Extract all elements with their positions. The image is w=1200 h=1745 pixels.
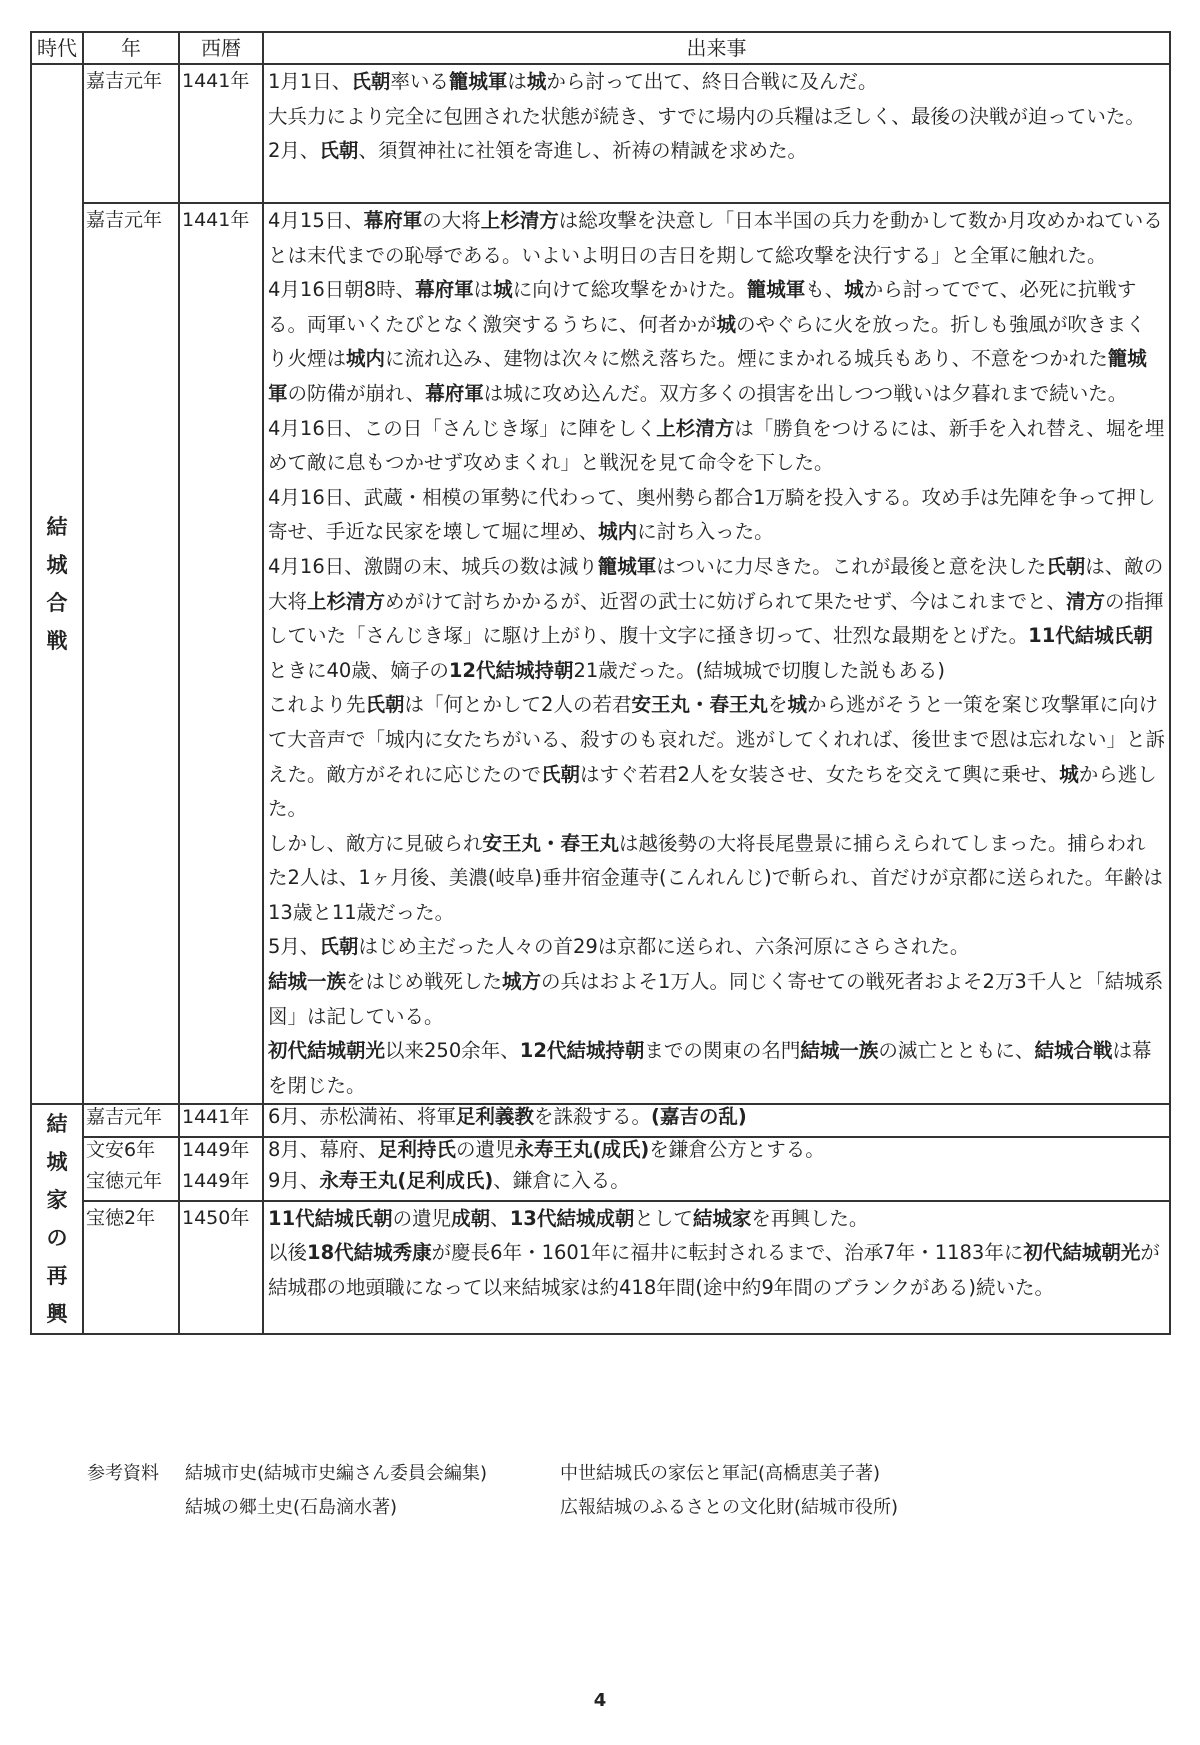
event-paragraph bbox=[268, 688, 1165, 826]
event-text-bold: 城 bbox=[844, 278, 864, 302]
event-text: 以後 bbox=[268, 1241, 308, 1265]
event-text-bold: 12代結城持朝 bbox=[448, 658, 574, 682]
event-text: が結城郡の地頭職になって以来結城家は約418年間(途中約9年間のブランクがある)続いた。 bbox=[268, 1241, 1160, 1299]
event-text-bold: 成朝 bbox=[451, 1206, 491, 1230]
references bbox=[87, 1457, 987, 1525]
event-text-bold: 氏朝 bbox=[351, 70, 391, 93]
header-events: 出来事 bbox=[263, 32, 1170, 64]
event-paragraph bbox=[268, 1169, 1165, 1193]
year-cell: 嘉吉元年 bbox=[83, 1104, 179, 1137]
event-text: から逃がそうと一策を案じ攻撃軍に向けて大音声で「城内に女たちがいる、殺すのも哀れだ。逃がしてくれれば、後世まで恩は忘れない」と訴えた。敵方がそれに応じたので bbox=[268, 693, 1166, 786]
era-char: 戦 bbox=[46, 629, 68, 654]
year-cell: 嘉吉元年 bbox=[83, 203, 179, 1104]
event-text-bold: 13代結城成朝 bbox=[509, 1206, 635, 1230]
event-text: 6月、赤松満祐、将軍 bbox=[268, 1105, 456, 1129]
event-text: は bbox=[473, 278, 494, 302]
event-text-bold: 初代結城朝光 bbox=[1023, 1241, 1141, 1265]
event-text-bold: 11代結城氏朝 bbox=[1028, 624, 1153, 648]
event-text: の兵はおよそ1万人。同じく寄せての戦死者およそ2万3千人と「結城系図」は記している。 bbox=[268, 970, 1164, 1028]
event-text-bold: 幕府軍 bbox=[425, 381, 484, 405]
event-text: は総攻撃を決意し「日本半国の兵力を動かして数か月攻めかねているとは末代までの恥辱である。いよいよ明日の吉日を期して総攻撃を決行する」と全軍に触れた。 bbox=[268, 209, 1163, 267]
event-paragraph bbox=[268, 1034, 1165, 1103]
ad-cell: 1441年 bbox=[179, 64, 263, 203]
chronology-table bbox=[30, 31, 1171, 1335]
ad-cell: 1441年 bbox=[179, 1104, 263, 1137]
event-text-bold: 氏朝 bbox=[365, 693, 405, 717]
event-text: の大将 bbox=[422, 209, 481, 232]
event-cell bbox=[263, 1137, 1170, 1169]
event-paragraph bbox=[268, 550, 1165, 688]
event-text-bold: (嘉吉の乱) bbox=[650, 1105, 747, 1129]
table-row bbox=[31, 1201, 1170, 1335]
event-text-bold: 初代結城朝光 bbox=[268, 1039, 386, 1063]
event-text: 率いる bbox=[390, 70, 449, 93]
event-text-bold: 氏朝 bbox=[319, 139, 359, 163]
event-text: が慶長6年・1601年に福井に転封されるまで、治承7年・1183年に bbox=[431, 1241, 1024, 1265]
event-text-bold: 籠城軍 bbox=[597, 554, 657, 578]
event-text-bold: 城 bbox=[787, 693, 807, 717]
event-text-bold: 清方 bbox=[1065, 589, 1105, 613]
event-text-bold: 城内 bbox=[598, 520, 638, 544]
event-cell bbox=[263, 1169, 1170, 1201]
event-paragraph bbox=[268, 204, 1165, 273]
event-text-bold: 城 bbox=[716, 312, 737, 336]
event-text: を bbox=[767, 693, 788, 717]
era-char: 興 bbox=[46, 1302, 68, 1327]
table-row bbox=[31, 1137, 1170, 1169]
ad-cell: 1449年 bbox=[179, 1169, 263, 1201]
event-text-bold: 結城一族 bbox=[800, 1039, 879, 1063]
event-text: は「何とかして2人の若君 bbox=[404, 693, 632, 717]
reference-item: 広報結城のふるさとの文化財(結城市役所) bbox=[560, 1497, 899, 1518]
event-text: から討って出て、終日合戦に及んだ。 bbox=[546, 70, 878, 93]
event-text-bold: 籠城軍 bbox=[448, 70, 508, 93]
ad-cell: 1450年 bbox=[179, 1201, 263, 1335]
year-cell: 嘉吉元年 bbox=[83, 64, 179, 203]
table-row bbox=[31, 1104, 1170, 1137]
references-label: 参考資料 bbox=[87, 1463, 159, 1484]
event-text-bold: 城方 bbox=[502, 970, 542, 994]
event-paragraph bbox=[268, 65, 1165, 100]
event-text-bold: 氏朝 bbox=[541, 762, 581, 786]
event-text-bold: 氏朝 bbox=[319, 935, 359, 959]
event-text: 4月16日朝8時、 bbox=[268, 278, 416, 302]
era-char: の bbox=[46, 1226, 68, 1251]
era-char: 城 bbox=[46, 553, 68, 578]
event-text-bold: 足利義教 bbox=[455, 1105, 534, 1129]
event-paragraph bbox=[268, 481, 1165, 550]
event-text-bold: 永寿王丸(成氏) bbox=[514, 1138, 650, 1162]
event-text: を再興した。 bbox=[751, 1206, 869, 1230]
era-char: 結 bbox=[46, 1112, 68, 1137]
event-paragraph bbox=[268, 1202, 1165, 1237]
event-text: 5月、 bbox=[268, 935, 320, 959]
event-text: に流れ込み、建物は次々に燃え落ちた。煙にまかれる城兵もあり、不意をつかれた bbox=[385, 347, 1108, 371]
event-text: はじめ主だった人々の首29は京都に送られ、六条河原にさらされた。 bbox=[358, 935, 970, 959]
event-text: 1月1日、 bbox=[268, 70, 352, 93]
event-text: は城に攻め込んだ。双方多くの損害を出しつつ戦いは夕暮れまで続いた。 bbox=[483, 381, 1128, 405]
event-paragraph bbox=[268, 930, 1165, 965]
event-text: 、鎌倉に入る。 bbox=[493, 1168, 630, 1192]
event-text-bold: 11代結城氏朝 bbox=[268, 1206, 393, 1230]
event-text: は幕を閉じた。 bbox=[268, 1039, 1152, 1097]
event-text: の防備が崩れ、 bbox=[287, 381, 426, 405]
event-text-bold: 城 bbox=[1059, 762, 1079, 786]
event-text-bold: 幕府軍 bbox=[363, 209, 423, 232]
event-text: 4月16日、この日「さんじき塚」に陣をしく bbox=[268, 416, 657, 440]
event-text-bold: 結城合戦 bbox=[1034, 1039, 1113, 1063]
event-text: を鎌倉公方とする。 bbox=[649, 1138, 825, 1162]
era-char: 家 bbox=[46, 1188, 68, 1213]
event-text: の滅亡とともに、 bbox=[878, 1039, 1035, 1063]
era-char: 再 bbox=[46, 1264, 68, 1289]
event-text-bold: 籠城軍 bbox=[268, 347, 1147, 405]
event-text: のやぐらに火を放った。折しも強風が吹きまくり火煙は bbox=[268, 312, 1146, 371]
event-paragraph bbox=[268, 273, 1165, 411]
reference-item: 結城市史(結城市史編さん委員会編集) bbox=[185, 1463, 488, 1484]
event-text-bold: 上杉清方 bbox=[480, 209, 559, 232]
event-text-bold: 結城家 bbox=[692, 1206, 752, 1230]
event-text: 4月16日、武蔵・相模の軍勢に代わって、奥州勢ら都合1万騎を投入する。攻め手は先陣を争って押し寄せ、手近な民家を壊して堀に埋め、 bbox=[268, 485, 1156, 544]
event-text: 8月、幕府、 bbox=[268, 1138, 378, 1162]
event-text: までの関東の名門 bbox=[644, 1039, 801, 1063]
event-text-bold: 結城一族 bbox=[268, 970, 347, 994]
ad-cell: 1441年 bbox=[179, 203, 263, 1104]
event-text: 大兵力により完全に包囲された状態が続き、すでに場内の兵糧は乏しく、最後の決戦が迫っていた。 bbox=[268, 104, 1145, 128]
event-text: 以来250余年、 bbox=[385, 1039, 520, 1063]
event-paragraph bbox=[268, 1236, 1165, 1305]
event-text-bold: 幕府軍 bbox=[415, 278, 474, 302]
event-text-bold: 上杉清方 bbox=[656, 416, 735, 440]
event-text-bold: 安王丸・春王丸 bbox=[631, 693, 768, 717]
event-text: の遺児 bbox=[392, 1206, 452, 1230]
event-text: は越後勢の大将長尾豊景に捕らえられてしまった。捕らわれた2人は、1ヶ月後、美濃(岐阜)垂井宿金蓮寺(こんれんじ)で斬られ、首だけが京都に送られた。年齢は13歳と11歳だった。 bbox=[268, 831, 1163, 924]
event-text: 4月15日、 bbox=[268, 209, 364, 232]
event-text: めがけて討ちかかるが、近習の武士に妨げられて果たせず、今はこれまでと、 bbox=[385, 589, 1066, 613]
event-text-bold: 氏朝 bbox=[1046, 554, 1086, 578]
event-cell bbox=[263, 1201, 1170, 1335]
table-row bbox=[31, 203, 1170, 1104]
header-era: 時代 bbox=[31, 32, 83, 64]
era-cell-yuki-revival bbox=[31, 1104, 83, 1334]
event-paragraph bbox=[268, 1105, 1165, 1129]
event-text-bold: 12代結城持朝 bbox=[519, 1039, 645, 1063]
event-text: 4月16日、激闘の末、城兵の数は減り bbox=[268, 554, 598, 578]
event-text: ときに40歳、嫡子の bbox=[268, 658, 449, 682]
event-text: に討ち入った。 bbox=[637, 520, 774, 544]
event-text: を誅殺する。 bbox=[533, 1105, 651, 1129]
event-paragraph bbox=[268, 100, 1165, 135]
era-cell-yuki-battle bbox=[31, 64, 83, 1104]
event-text: も、 bbox=[805, 278, 845, 302]
event-paragraph bbox=[268, 965, 1165, 1034]
header-western-year: 西暦 bbox=[179, 32, 263, 64]
page-number: 4 bbox=[593, 1690, 607, 1711]
header-year: 年 bbox=[83, 32, 179, 64]
table-row bbox=[31, 1169, 1170, 1201]
event-text: の指揮していた「さんじき塚」に駆け上がり、腹十文字に掻き切って、壮烈な最期をとげた。 bbox=[268, 589, 1164, 648]
event-text: 、 bbox=[490, 1206, 510, 1230]
event-text-bold: 城 bbox=[493, 278, 513, 302]
event-cell bbox=[263, 64, 1170, 203]
event-text-bold: 城内 bbox=[346, 347, 386, 371]
event-text-bold: 永寿王丸(足利成氏) bbox=[319, 1168, 494, 1192]
event-cell bbox=[263, 1104, 1170, 1137]
event-text: は bbox=[507, 70, 527, 93]
event-text: として bbox=[634, 1206, 693, 1230]
event-paragraph bbox=[268, 1138, 1165, 1162]
event-text-bold: 城 bbox=[526, 70, 547, 93]
table-row bbox=[31, 64, 1170, 203]
table-header-row bbox=[31, 32, 1170, 64]
event-text: はすぐ若君2人を女装させ、女たちを交えて輿に乗せ、 bbox=[580, 762, 1060, 786]
event-text: はついに力尽きた。これが最後と意を決した bbox=[656, 554, 1047, 578]
event-text: 、須賀神社に社領を寄進し、祈祷の精誠を求めた。 bbox=[358, 139, 807, 163]
event-paragraph bbox=[268, 134, 1165, 169]
event-text: 9月、 bbox=[268, 1168, 320, 1192]
era-char: 合 bbox=[46, 591, 68, 616]
event-text: に向けて総攻撃をかけた。 bbox=[512, 278, 747, 302]
event-cell bbox=[263, 203, 1170, 1104]
event-text: これより先 bbox=[268, 693, 366, 717]
event-text: 21歳だった。(結城城で切腹した説もある) bbox=[573, 658, 945, 682]
event-text: 2月、 bbox=[268, 139, 320, 163]
reference-item: 中世結城氏の家伝と軍記(高橋恵美子著) bbox=[560, 1463, 881, 1484]
event-text: の遺児 bbox=[455, 1138, 515, 1162]
era-char: 結 bbox=[46, 515, 68, 540]
event-text: しかし、敵方に見破られ bbox=[268, 831, 483, 855]
event-text: から逃した。 bbox=[268, 762, 1157, 821]
event-paragraph bbox=[268, 412, 1165, 481]
event-text: は、敵の大将 bbox=[268, 554, 1164, 613]
event-text-bold: 18代結城秀康 bbox=[307, 1241, 432, 1265]
event-text: から討ってでて、必死に抗戦する。両軍いくたびとなく激突するうちに、何者かが bbox=[268, 278, 1137, 336]
reference-item: 結城の郷土史(石島滴水著) bbox=[185, 1497, 398, 1518]
year-cell: 宝徳元年 bbox=[83, 1169, 179, 1201]
era-char: 城 bbox=[46, 1150, 68, 1175]
year-cell: 宝徳2年 bbox=[83, 1201, 179, 1335]
event-text-bold: 足利持氏 bbox=[377, 1138, 456, 1162]
year-cell: 文安6年 bbox=[83, 1137, 179, 1169]
event-text-bold: 上杉清方 bbox=[307, 589, 386, 613]
ad-cell: 1449年 bbox=[179, 1137, 263, 1169]
event-text: をはじめ戦死した bbox=[346, 970, 503, 994]
event-text-bold: 籠城軍 bbox=[746, 278, 806, 302]
event-paragraph bbox=[268, 827, 1165, 931]
event-text: は「勝負をつけるには、新手を入れ替え、堀を埋めて敵に息もつかせず攻めまくれ」と戦況を見て命令を下した。 bbox=[268, 416, 1165, 475]
event-text-bold: 安王丸・春王丸 bbox=[482, 831, 620, 855]
